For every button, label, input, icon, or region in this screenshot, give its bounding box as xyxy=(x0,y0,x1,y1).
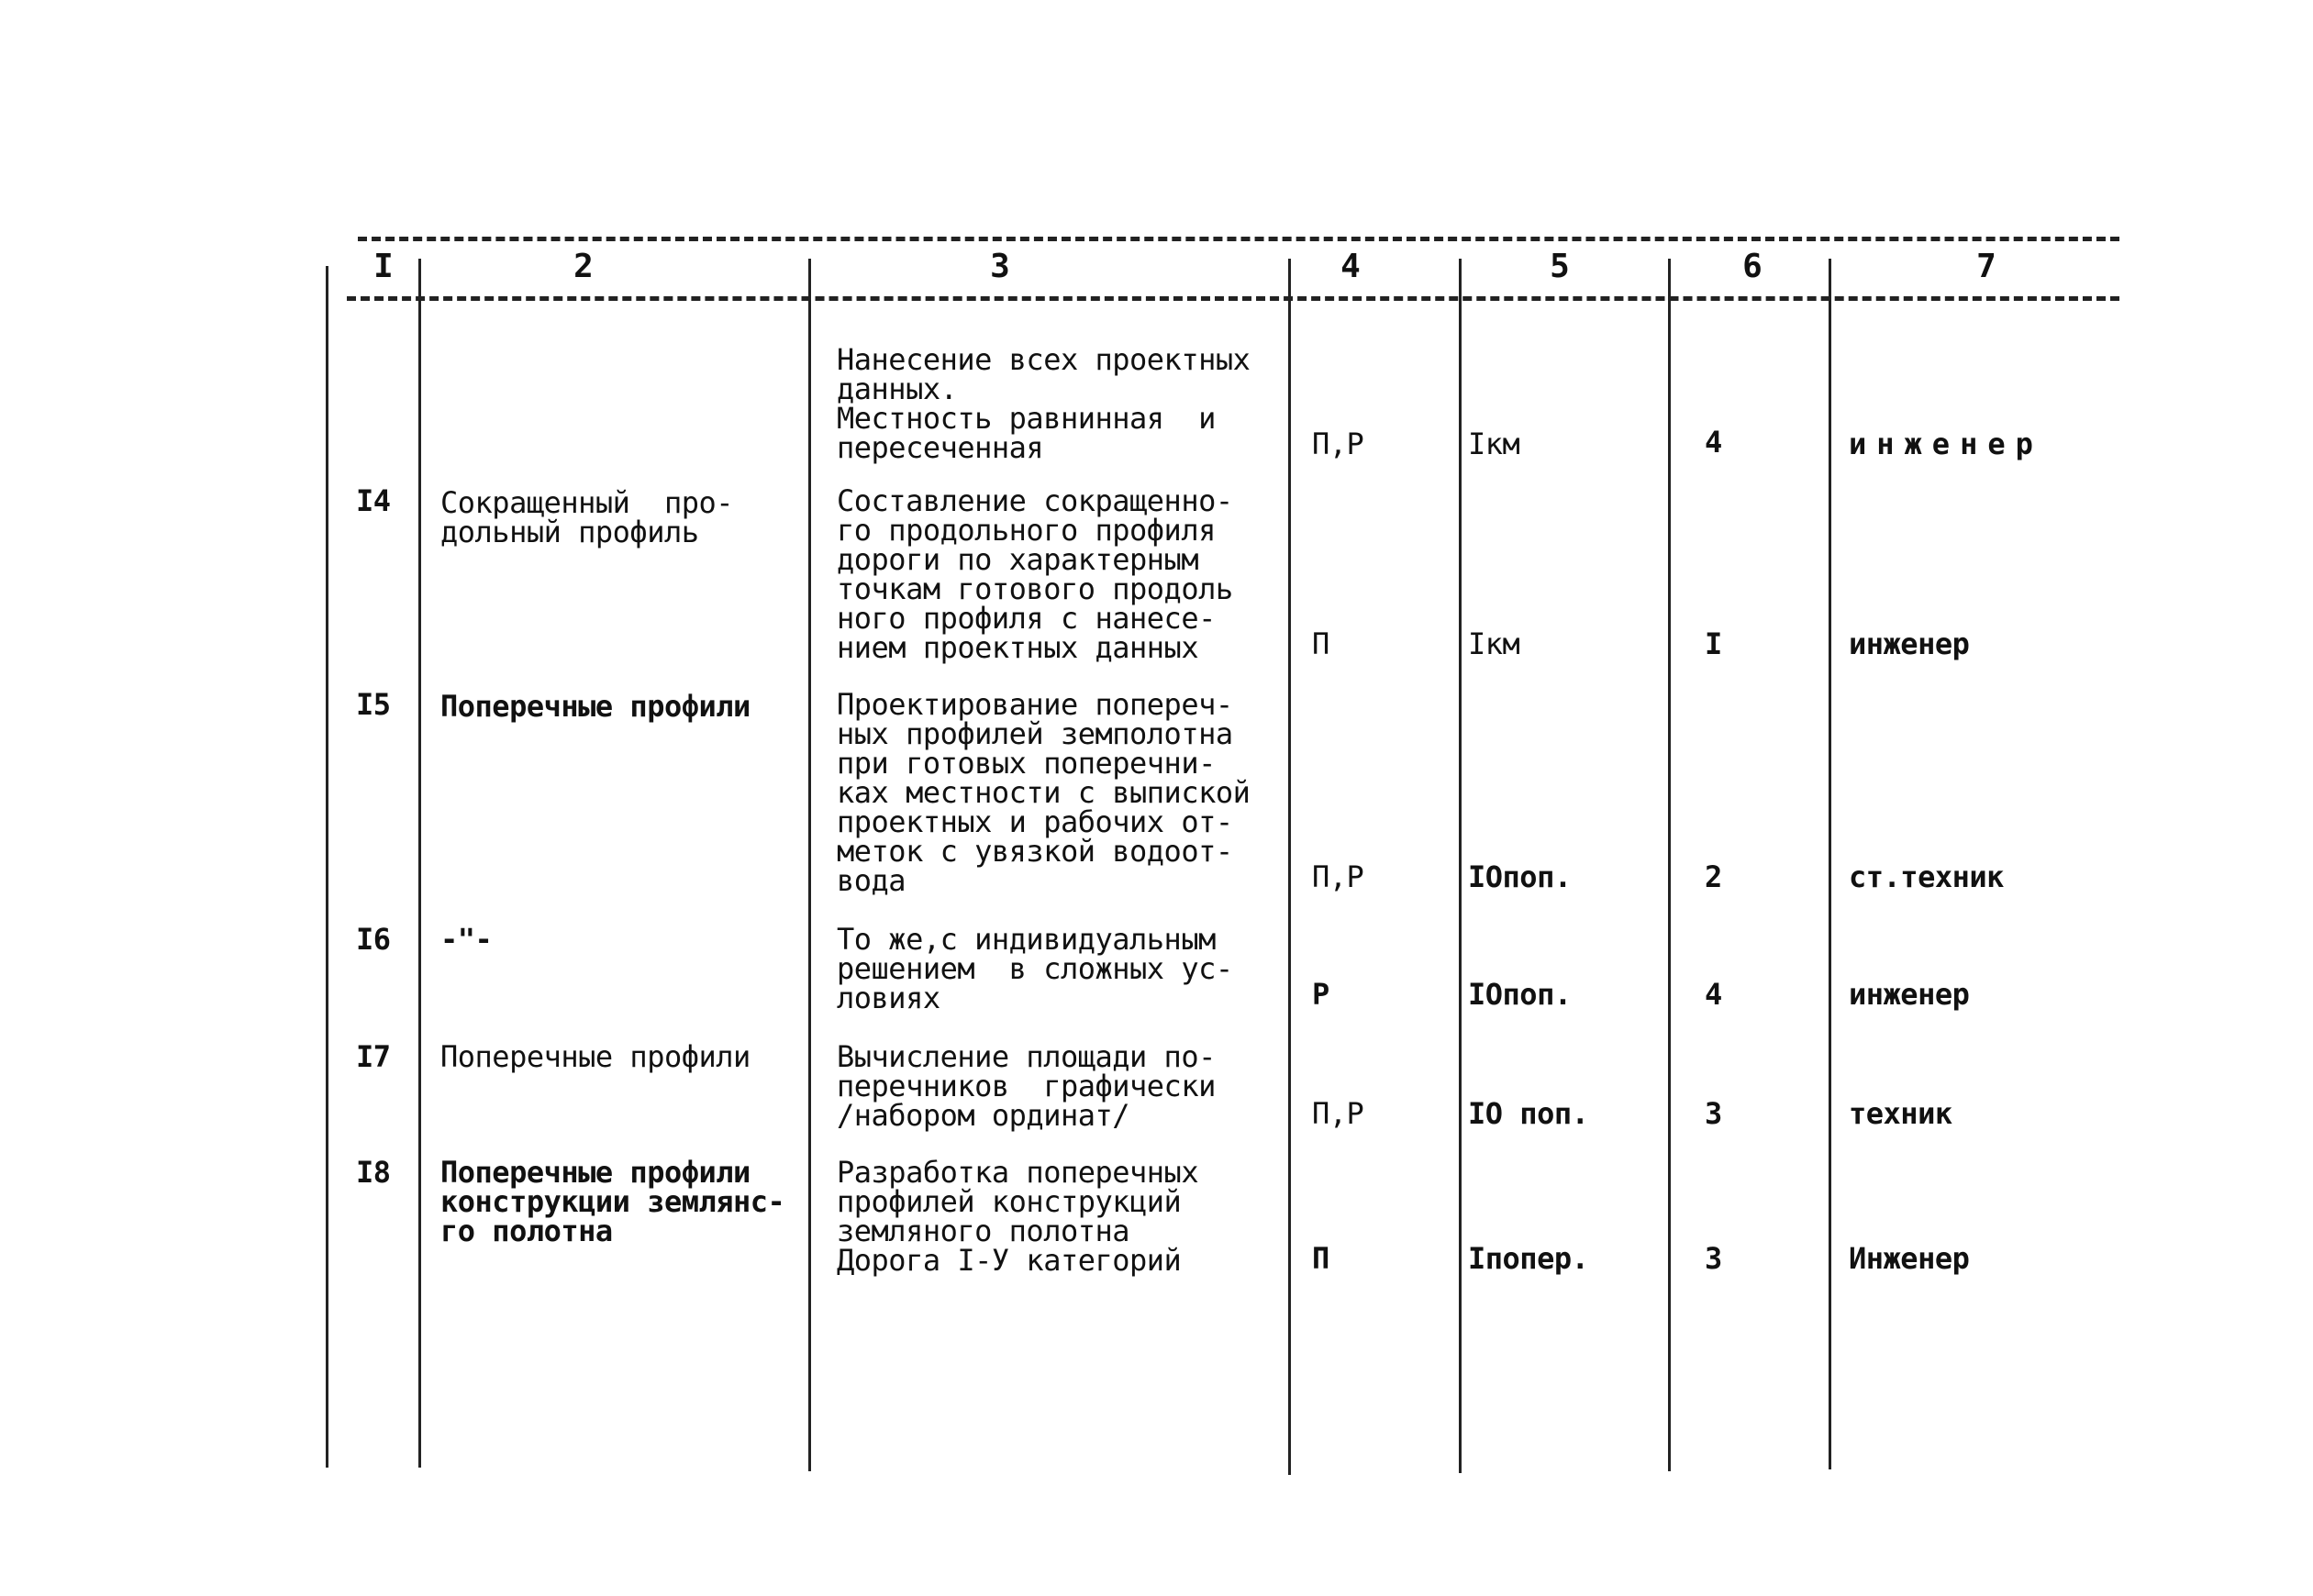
column-header-6: 6 xyxy=(1742,248,1763,285)
column-border xyxy=(1668,259,1671,1471)
table-top-rule xyxy=(358,237,2119,241)
table-cell-num: I6 xyxy=(356,922,391,957)
table-header-rule xyxy=(347,296,2119,301)
table-cell-performer: техник xyxy=(1849,1096,1952,1131)
table-cell-work: Нанесение всех проектных данных. Местность равнинная и пересеченная xyxy=(837,342,1251,465)
table-cell-norm: 4 xyxy=(1705,977,1722,1012)
column-header-4: 4 xyxy=(1340,248,1361,285)
column-header-1: I xyxy=(373,248,394,285)
table-cell-unit: IОпоп. xyxy=(1468,859,1572,894)
table-cell-num: I7 xyxy=(356,1039,391,1074)
table-cell-unit: IO поп. xyxy=(1468,1096,1589,1131)
column-header-5: 5 xyxy=(1550,248,1570,285)
table-cell-name: Поперечные профили конструкции землянс- го полотна xyxy=(440,1155,785,1248)
table-cell-name: Поперечные профили xyxy=(440,1039,751,1074)
table-cell-work: Разработка поперечных профилей конструкций земляного полотна Дорога I-У категорий xyxy=(837,1155,1199,1278)
table-cell-stage: П xyxy=(1312,626,1329,661)
column-header-2: 2 xyxy=(573,248,594,285)
table-cell-performer: инженер xyxy=(1849,427,2043,461)
table-cell-performer: инженер xyxy=(1849,977,1970,1012)
table-cell-name: Поперечные профили xyxy=(440,689,751,724)
column-border xyxy=(1288,259,1291,1475)
table-cell-num: I4 xyxy=(356,483,391,518)
column-border xyxy=(808,259,811,1471)
table-cell-work: Проектирование попереч- ных профилей земполотна при готовых поперечни- ках местности с выпиской проектных и рабочих от- меток с увязкой водоот- вода xyxy=(837,687,1251,898)
table-cell-stage: П,Р xyxy=(1312,859,1364,894)
table-cell-norm: 2 xyxy=(1705,859,1722,894)
table-cell-norm: 4 xyxy=(1705,425,1722,460)
table-cell-work: Вычисление площади по- перечников графически /набором ординат/ xyxy=(837,1039,1216,1133)
column-border xyxy=(418,259,421,1468)
table-cell-work: Составление сокращенно- го продольного профиля дороги по характерным точкам готового продоль ного профиля с нанесе- нием проектных данных xyxy=(837,483,1233,665)
column-header-7: 7 xyxy=(1976,248,1996,285)
table-cell-name: -"- xyxy=(440,922,493,957)
table-cell-num: I5 xyxy=(356,687,391,722)
table-cell-norm: I xyxy=(1705,626,1722,661)
table-cell-performer: Инженер xyxy=(1849,1241,1970,1276)
table-cell-unit: Iпопер. xyxy=(1468,1241,1589,1276)
table-cell-work: То же,с индивидуальным решением в сложных ус- ловиях xyxy=(837,922,1233,1015)
table-cell-performer: инженер xyxy=(1849,626,1970,661)
table-cell-performer: ст.техник xyxy=(1849,859,2004,894)
table-cell-stage: П,Р xyxy=(1312,1096,1364,1131)
column-border xyxy=(326,266,328,1468)
table-cell-norm: 3 xyxy=(1705,1096,1722,1131)
table-cell-num: I8 xyxy=(356,1155,391,1190)
column-header-3: 3 xyxy=(990,248,1010,285)
table-cell-stage: П,Р xyxy=(1312,427,1364,461)
table-cell-stage: П xyxy=(1312,1241,1329,1276)
table-cell-unit: IОпоп. xyxy=(1468,977,1572,1012)
table-cell-name: Сокращенный про- дольный профиль xyxy=(440,485,734,549)
table-cell-norm: 3 xyxy=(1705,1241,1722,1276)
table-cell-unit: Iкм xyxy=(1468,427,1520,461)
column-border xyxy=(1829,259,1831,1469)
column-border xyxy=(1459,259,1462,1473)
table-cell-stage: Р xyxy=(1312,977,1329,1012)
table-cell-unit: Iкм xyxy=(1468,626,1520,661)
